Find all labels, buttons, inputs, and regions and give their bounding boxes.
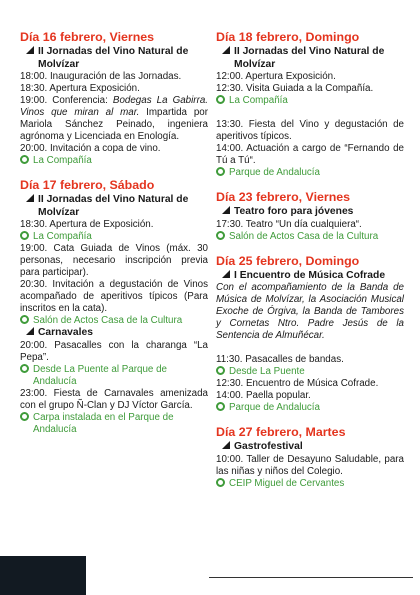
conference-speaker: Impartida por Mariola Sánchez Peinado, ingeniera agrónoma y Licenciada en Enología. [20,107,208,143]
event-title: Gastrofestival [234,441,303,453]
location-label: La Compañía [33,231,92,243]
location-label: Desde La Puente al Parque de Andalucía [33,363,167,387]
location-label: Salón de Actos Casa de la Cultura [229,230,379,242]
schedule-line: 11:30. Pasacalles de bandas. [216,354,344,366]
location-pin-icon [20,364,29,373]
location [20,412,208,436]
day-18-february [216,30,404,179]
schedule-line: 20:00. Pasacalles con la charanga “La Pepa”. [20,339,208,363]
schedule-line-conference [20,95,208,143]
schedule-line: 18:00. Inauguración de las Jornadas. [20,71,182,83]
day-27-february [216,425,404,490]
triangle-icon [222,46,230,54]
event-heading [20,327,208,340]
day-23-february [216,190,404,243]
location [20,231,208,243]
location-pin-icon [216,231,225,240]
schedule-line: 10:00. Taller de Desayuno Saludable, para las niñas y niños del Colegio. [216,453,404,477]
location [216,366,404,378]
location-label: Desde La Puente [229,366,305,378]
location [20,364,208,388]
right-column [216,30,404,501]
left-column [20,30,208,447]
location-pin-icon [216,95,225,104]
event-heading [216,441,404,454]
triangle-icon [26,194,34,202]
event-heading [216,46,404,71]
schedule-line: 12:00. Apertura Exposición. [216,71,336,83]
location-label: La Compañía [33,155,92,167]
event-heading [216,206,404,219]
location [20,315,208,327]
location-pin-icon [216,478,225,487]
location [216,402,404,414]
event-heading [20,46,208,71]
schedule-line: 14:00. Paella popular. [216,390,311,402]
triangle-icon [222,441,230,449]
location-pin-icon [216,366,225,375]
triangle-icon [26,46,34,54]
location-pin-icon [216,167,225,176]
location-pin-icon [216,402,225,411]
day-title: Día 27 febrero, Martes [216,425,346,440]
footer-corner-block [0,556,86,595]
day-title: Día 16 febrero, Viernes [20,30,155,44]
day-17-february [20,178,208,436]
footer-divider [209,577,413,578]
day-title: Día 18 febrero, Domingo [216,30,360,44]
event-title: II Jornadas del Vino Natural de Molvízar [234,46,385,70]
event-heading [20,194,208,219]
location-label: La Compañía [229,95,288,107]
day-title: Día 25 febrero, Domingo [216,253,360,268]
event-description: Con el acompañamiento de la Banda de Música de Molvízar, la Asociación Musical Exoche de Órgiva, la Banda de Tambores y Cornetas Ntro. Padre Jesús de la Sentencia de Almuñécar. [216,282,404,342]
location-pin-icon [20,155,29,164]
location-label: Parque de Andalucía [229,402,320,414]
event-title: Teatro foro para jóvenes [234,206,354,218]
schedule-line: 12:30. Visita Guiada a la Compañía. [216,83,374,95]
event-title: I Encuentro de Música Cofrade [234,269,386,281]
event-title: II Jornadas del Vino Natural de Molvízar [38,194,189,218]
location [216,478,404,490]
schedule-line: 13:30. Fiesta del Vino y degustación de aperitivos típicos. [216,119,404,143]
triangle-icon [222,206,230,214]
schedule-line: 18:30. Apertura de Exposición. [20,219,154,231]
day-25-february [216,254,404,415]
day-title: Día 23 febrero, Viernes [216,190,351,205]
day-16-february [20,30,208,167]
location-pin-icon [20,231,29,240]
event-title: II Jornadas del Vino Natural de Molvízar [38,46,189,70]
event-heading [216,270,404,283]
location-label: Salón de Actos Casa de la Cultura [33,315,183,327]
conference-title: Bodegas La Gabirra. Vinos que miran al mar. [20,95,209,119]
schedule-line: 17:30. Teatro “Un día cualquiera“. [216,218,362,230]
schedule-line: 14:00. Actuación a cargo de “Fernando de Tú a Tú“. [216,143,404,167]
schedule-line: 23:00. Fiesta de Carnavales amenizada con el grupo Ñ-Clan y DJ Víctor García. [20,387,208,411]
schedule-line: 20:00. Invitación a copa de vino. [20,143,161,155]
spacer [216,342,404,354]
location [216,231,404,243]
location-pin-icon [20,315,29,324]
conference-time: 19:00. Conferencia: [20,95,113,107]
location-label: Parque de Andalucía [229,167,320,179]
location-label: Carpa instalada en el Parque de Andalucía [33,411,174,435]
location-pin-icon [20,412,29,421]
triangle-icon [222,270,230,278]
location [216,167,404,179]
day-title: Día 17 febrero, Sábado [20,178,155,193]
schedule-line: 18:30. Apertura Exposición. [20,83,140,95]
spacer [216,107,404,119]
event-title: Carnavales [38,327,93,339]
location-label: CEIP Miguel de Cervantes [229,477,345,489]
schedule-line: 20:30. Invitación a degustación de Vinos acompañado de aperitivos típicos (Para inscritos en la cata). [20,279,208,315]
location [20,155,208,167]
location [216,95,404,107]
schedule-line: 12:30. Encuentro de Música Cofrade. [216,378,379,390]
triangle-icon [26,327,34,335]
schedule-line: 19:00. Cata Guiada de Vinos (máx. 30 personas, necesario inscripción previa para participar). [20,243,208,279]
